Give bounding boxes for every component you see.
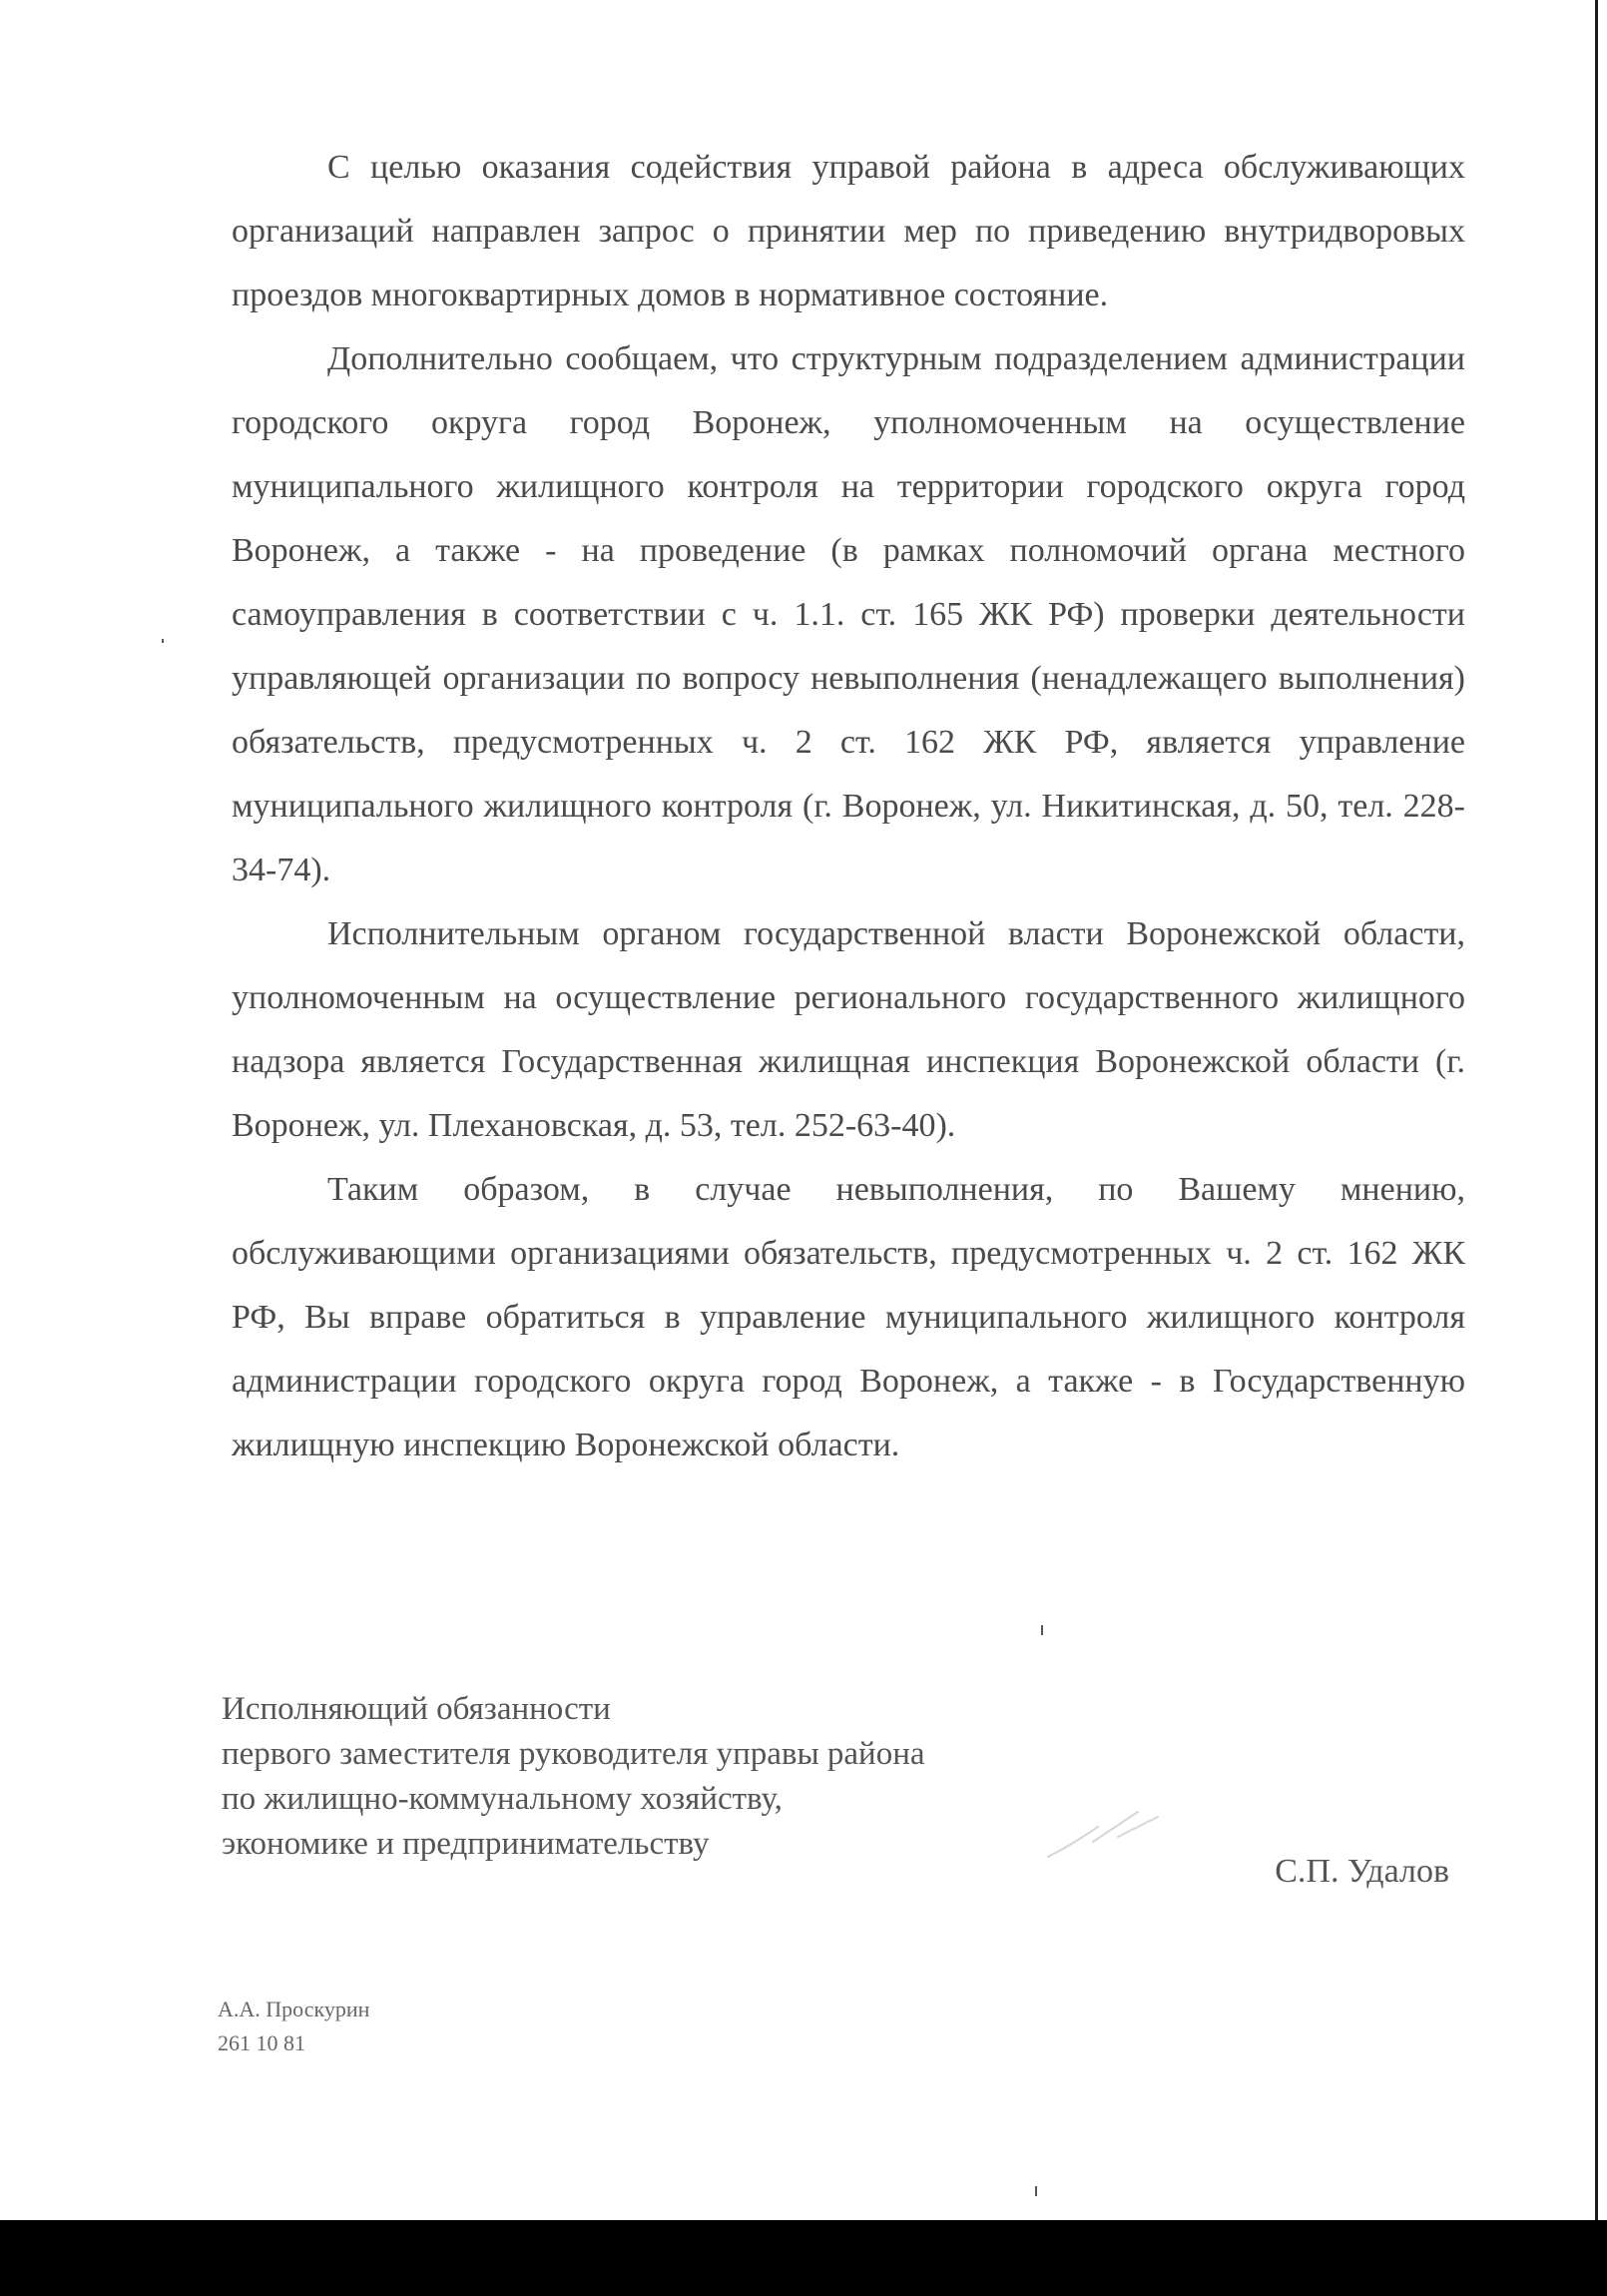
scan-border (0, 2220, 1607, 2296)
signatory-title-line-3: по жилищно-коммунальному хозяйству, (222, 1781, 783, 1817)
executor-phone: 261 10 81 (218, 2030, 305, 2055)
scan-mark (1035, 2186, 1037, 2196)
scan-mark (162, 639, 164, 643)
letter-paragraph-2: Дополнительно сообщаем, что структурным подразделением администрации городского округа город Воронеж, уполномоченным на осуществление муниципального жилищного контроля на территории городского округа город Воронеж, а также - на проведение (в рамках полномочий органа местного самоуправления в соответствии с ч. 1.1. ст. 165 ЖК РФ) проверки деятельности управляющей организации по вопросу невыполнения (ненадлежащего выполнения) обязательств, предусмотренных ч. 2 ст. 162 ЖК РФ, является управление муниципального жилищного контроля (г. Воронеж, ул. Никитинская, д. 50, тел. 228-34-74). (232, 340, 1465, 888)
letter-paragraph-3: Исполнительным органом государственной власти Воронежской области, уполномоченным на осуществление регионального государственного жилищного надзора является Государственная жилищная инспекция Воронежской области (г. Воронеж, ул. Плехановская, д. 53, тел. 252-63-40). (232, 915, 1465, 1144)
signature-block (222, 1687, 1469, 1907)
letter-body (232, 136, 1465, 1477)
signatory-title-line-1: Исполняющий обязанности (222, 1691, 611, 1727)
letter-paragraph-1: С целью оказания содействия управой района в адреса обслуживающих организаций направлен запрос о принятии мер по приведению внутридворовых проездов многоквартирных домов в нормативное состояние. (232, 149, 1465, 313)
signatory-title-line-4: экономике и предпринимательству (222, 1826, 710, 1862)
letter-paragraph-4: Таким образом, в случае невыполнения, по Вашему мнению, обслуживающими организациями обязательств, предусмотренных ч. 2 ст. 162 ЖК РФ, Вы вправе обратиться в управление муниципального жилищного контроля администрации городского округа город Воронеж, а также - в Государственную жилищную инспекцию Воронежской области. (232, 1171, 1465, 1463)
executor-name: А.А. Проскурин (218, 1997, 370, 2021)
executor-info (218, 1993, 369, 2060)
scan-mark (1041, 1625, 1043, 1635)
handwritten-signature (1038, 1797, 1168, 1867)
signatory-title (222, 1687, 1120, 1867)
signatory-name: С.П. Удалов (1275, 1853, 1449, 1890)
signatory-title-line-2: первого заместителя руководителя управы района (222, 1736, 925, 1772)
page-edge (1595, 0, 1607, 2220)
